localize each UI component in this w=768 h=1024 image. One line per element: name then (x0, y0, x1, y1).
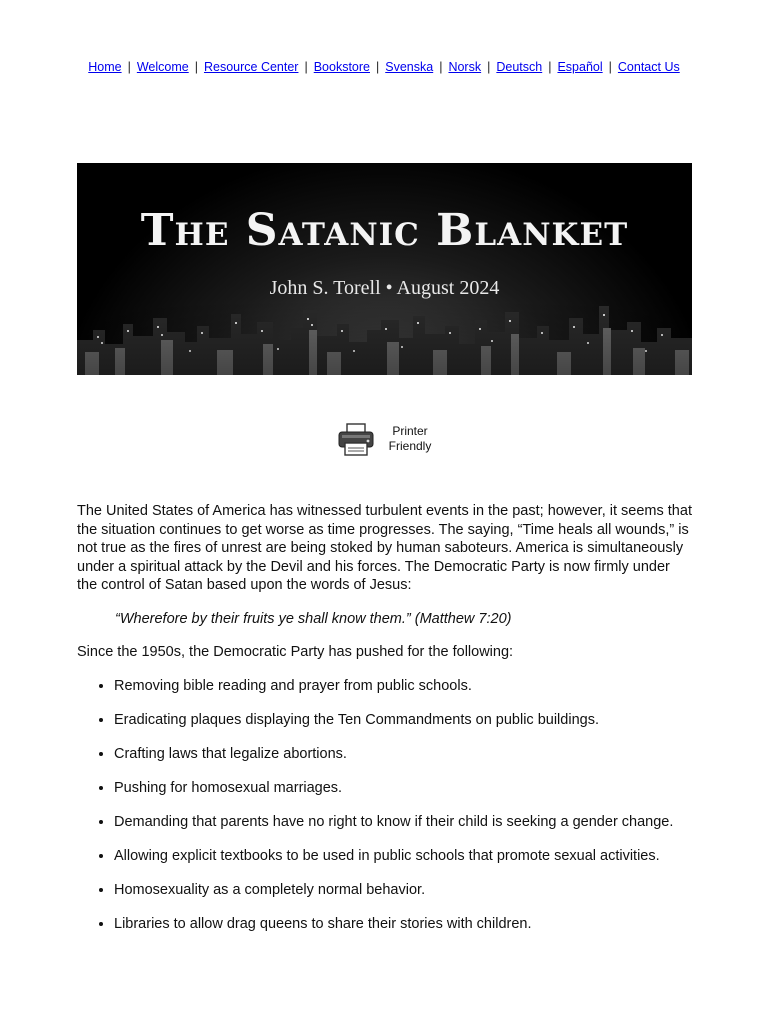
printer-label-line2: Friendly (388, 439, 432, 453)
bullet-list (77, 677, 693, 934)
printer-friendly-button[interactable] (336, 423, 446, 459)
nav-link-espanol[interactable]: Español (557, 60, 603, 74)
list-item: • Crafting laws that legalize abortions. (114, 745, 693, 764)
list-item: • Homosexuality as a completely normal behavior. (114, 881, 693, 900)
banner-subtitle: John S. Torell • August 2024 (269, 277, 500, 299)
article-intro-paragraph: The United States of America has witnessed turbulent events in the past; however, it seems that the situation continues to get worse as time progresses. The saying, “Time heals all wounds,” is not true as the fires of unrest are being stoked by human saboteurs. America is simultaneously under a spiritual attack by the Devil and his forces. The Democratic Party is now firmly under the control of Satan based upon the words of Jesus: (77, 503, 692, 593)
nav-separator: | (304, 60, 308, 74)
nav-separator: | (608, 60, 612, 74)
list-item: • Removing bible reading and prayer from public schools. (114, 677, 693, 696)
scripture-quote: “Wherefore by their fruits ye shall know them.” (Matthew 7:20) (115, 610, 512, 627)
nav-link-home[interactable]: Home (88, 60, 122, 74)
nav-separator: | (548, 60, 552, 74)
nav-link-bookstore[interactable]: Bookstore (313, 60, 370, 74)
list-lead-paragraph: Since the 1950s, the Democratic Party has pushed for the following: (77, 644, 514, 660)
nav-separator: | (127, 60, 131, 74)
nav-separator: | (194, 60, 198, 74)
article-body (77, 502, 693, 949)
nav-link-resource-center[interactable]: Resource Center (203, 60, 299, 74)
list-item: • Demanding that parents have no right to know if their child is seeking a gender change. (114, 813, 693, 832)
article-banner (77, 163, 692, 375)
nav-link-welcome[interactable]: Welcome (136, 60, 189, 74)
printer-label-line1: Printer (392, 424, 428, 438)
printer-friendly-label (380, 424, 440, 454)
list-item: • Eradicating plaques displaying the Ten Commandments on public buildings. (114, 711, 693, 730)
nav-link-norsk[interactable]: Norsk (448, 60, 482, 74)
top-navigation (0, 60, 768, 74)
nav-link-deutsch[interactable]: Deutsch (496, 60, 543, 74)
city-skyline-image (77, 300, 692, 375)
nav-link-svenska[interactable]: Svenska (385, 60, 434, 74)
nav-separator: | (439, 60, 443, 74)
nav-separator: | (376, 60, 380, 74)
banner-title: The Satanic Blanket (140, 205, 629, 256)
nav-separator: | (487, 60, 491, 74)
nav-link-contact-us[interactable]: Contact Us (617, 60, 680, 74)
list-item: • Libraries to allow drag queens to share their stories with children. (114, 915, 693, 934)
list-item: • Allowing explicit textbooks to be used in public schools that promote sexual activities. (114, 847, 693, 866)
list-item: • Pushing for homosexual marriages. (114, 779, 693, 798)
printer-icon (336, 423, 376, 457)
